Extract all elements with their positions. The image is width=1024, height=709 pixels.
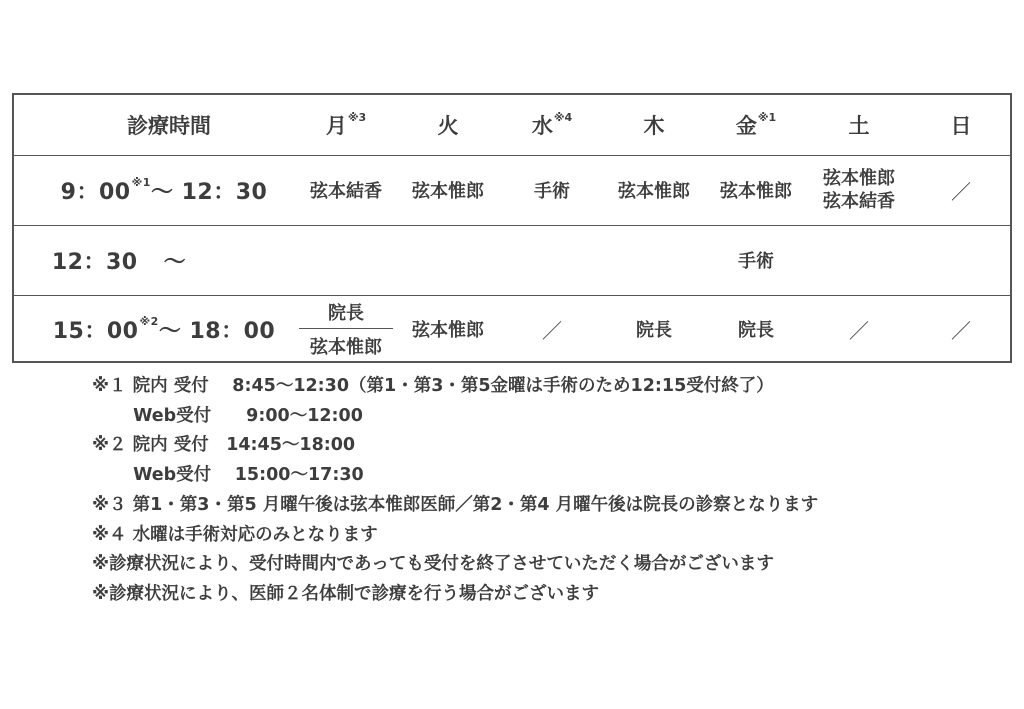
schedule-table xyxy=(12,93,1012,363)
footnote: ※診療状況により、受付時間内であっても受付を終了させていただく場合がございます xyxy=(92,554,774,575)
cell-sat xyxy=(809,155,909,225)
time-note-mark: ※1 xyxy=(131,175,151,189)
day-label: 火 xyxy=(437,114,459,138)
time-slot xyxy=(34,225,204,295)
day-header-mon xyxy=(296,95,396,155)
time-start: 12：30 xyxy=(51,249,138,275)
doctor-name: 院長 xyxy=(328,303,364,324)
doctor-name: 弦本惟郎 xyxy=(823,168,895,189)
cell-fri: 手術 xyxy=(738,251,774,272)
time-row-afternoon xyxy=(14,295,1010,363)
cell-tue: 弦本惟郎 xyxy=(412,181,484,202)
time-end: ～ 18：00 xyxy=(158,318,276,344)
day-header-fri xyxy=(706,95,806,155)
day-note-mark: ※3 xyxy=(347,110,367,124)
cell-mon xyxy=(296,295,396,363)
footnotes xyxy=(92,372,818,610)
header-row xyxy=(14,95,1010,155)
footnote: ※１ 院内 受付 8:45～12:30（第1・第3・第5金曜は手術のため12:15受付終了） xyxy=(92,376,774,396)
cell-sun-closed: ／ xyxy=(951,179,971,204)
time-row-morning xyxy=(14,155,1010,225)
footnote: ※４ 水曜は手術対応のみとなります xyxy=(92,524,378,545)
cell-sat-closed: ／ xyxy=(849,318,869,343)
footnote: Web受付 15:00～17:30 xyxy=(92,465,364,486)
doctor-name: 弦本結香 xyxy=(823,191,895,212)
day-note-mark: ※4 xyxy=(553,110,573,124)
day-label: 水 xyxy=(531,114,553,138)
cell-fri: 弦本惟郎 xyxy=(720,181,792,202)
time-column-header: 診療時間 xyxy=(127,114,211,138)
day-label: 土 xyxy=(848,114,870,138)
footnote: Web受付 9:00～12:00 xyxy=(92,405,363,426)
cell-wed: 手術 xyxy=(534,181,570,202)
time-row-midday xyxy=(14,225,1010,295)
cell-mon: 弦本結香 xyxy=(310,181,382,202)
cell-tue: 弦本惟郎 xyxy=(412,320,484,341)
time-end: ～ xyxy=(163,249,187,275)
day-header-thu xyxy=(604,95,704,155)
footnote: ※２ 院内 受付 14:45～18:00 xyxy=(92,435,356,456)
day-label: 木 xyxy=(643,114,665,138)
doctor-name: 弦本惟郎 xyxy=(310,337,382,358)
time-start: 15：00 xyxy=(52,318,139,344)
time-end: ～ 12：30 xyxy=(150,179,268,205)
cell-wed-closed: ／ xyxy=(542,318,562,343)
time-note-mark: ※2 xyxy=(139,314,159,328)
day-header-sat xyxy=(809,95,909,155)
time-slot xyxy=(34,155,294,225)
cell-thu: 院長 xyxy=(636,320,672,341)
day-label: 金 xyxy=(735,114,757,138)
day-label: 月 xyxy=(325,114,347,138)
day-label: 日 xyxy=(950,114,972,138)
time-start: 9：00 xyxy=(60,179,131,205)
footnote: ※診療状況により、医師２名体制で診療を行う場合がございます xyxy=(92,583,600,604)
day-header-wed xyxy=(502,95,602,155)
cell-sun-closed: ／ xyxy=(951,318,971,343)
day-header-sun xyxy=(911,95,1011,155)
cell-fri: 院長 xyxy=(738,320,774,341)
footnote: ※３ 第1・第3・第5 月曜午後は弦本惟郎医師／第2・第4 月曜午後は院長の診察となります xyxy=(92,494,819,515)
day-note-mark: ※1 xyxy=(757,110,777,124)
time-slot xyxy=(34,295,294,363)
day-header-tue xyxy=(398,95,498,155)
cell-thu: 弦本惟郎 xyxy=(618,181,690,202)
